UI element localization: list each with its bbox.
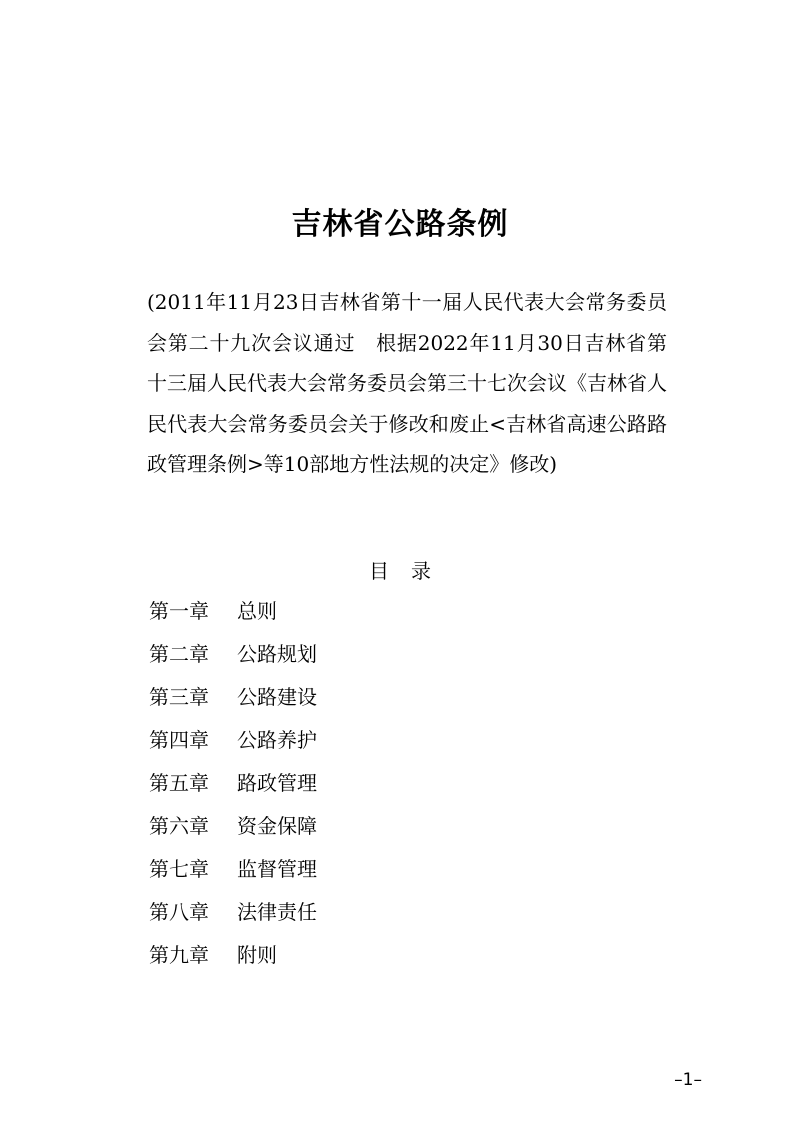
toc-item-chapter-1 xyxy=(149,596,317,639)
preamble-text: (2011年11月23日吉林省第十一届人民代表大会常务委员会第二十九次会议通过 根据2022年11月30日吉林省第十三届人民代表大会常务委员会第三十七次会议《吉林省人民代表大会常务委员会关于修改和废止<吉林省高速公路路政管理条例>等10部地方性法规的决定》修改) xyxy=(147,290,667,476)
toc-item-chapter-8 xyxy=(149,897,317,940)
toc-chapter-name: 总则 xyxy=(237,599,277,623)
toc-item-chapter-6 xyxy=(149,811,317,854)
toc-chapter-name: 法律责任 xyxy=(237,900,317,924)
toc-heading xyxy=(0,553,800,589)
toc-chapter-number: 第二章 xyxy=(149,642,209,666)
toc-item-chapter-2 xyxy=(149,639,317,682)
toc-chapter-name: 公路规划 xyxy=(237,642,317,666)
toc-chapter-name: 资金保障 xyxy=(237,814,317,838)
toc-chapter-name: 监督管理 xyxy=(237,857,317,881)
toc-chapter-number: 第八章 xyxy=(149,900,209,924)
toc-item-chapter-5 xyxy=(149,768,317,811)
toc-chapter-number: 第五章 xyxy=(149,771,209,795)
toc-item-chapter-4 xyxy=(149,725,317,768)
toc-chapter-number: 第六章 xyxy=(149,814,209,838)
toc-chapter-name: 附则 xyxy=(237,943,277,967)
toc-item-chapter-9 xyxy=(149,940,317,983)
toc-chapter-number: 第三章 xyxy=(149,685,209,709)
toc-heading-char-2: 录 xyxy=(411,559,431,583)
toc-chapter-name: 公路养护 xyxy=(237,728,317,752)
toc-chapter-name: 路政管理 xyxy=(237,771,317,795)
toc-chapter-number: 第四章 xyxy=(149,728,209,752)
page-number: –1– xyxy=(674,1070,702,1090)
toc-item-chapter-7 xyxy=(149,854,317,897)
toc-item-chapter-3 xyxy=(149,682,317,725)
toc-heading-char-1: 目 xyxy=(369,559,389,583)
document-title: 吉林省公路条例 xyxy=(291,207,509,243)
toc-chapter-number: 第九章 xyxy=(149,943,209,967)
toc-chapter-name: 公路建设 xyxy=(237,685,317,709)
toc-chapter-number: 第七章 xyxy=(149,857,209,881)
toc-chapter-number: 第一章 xyxy=(149,599,209,623)
table-of-contents xyxy=(149,596,317,983)
